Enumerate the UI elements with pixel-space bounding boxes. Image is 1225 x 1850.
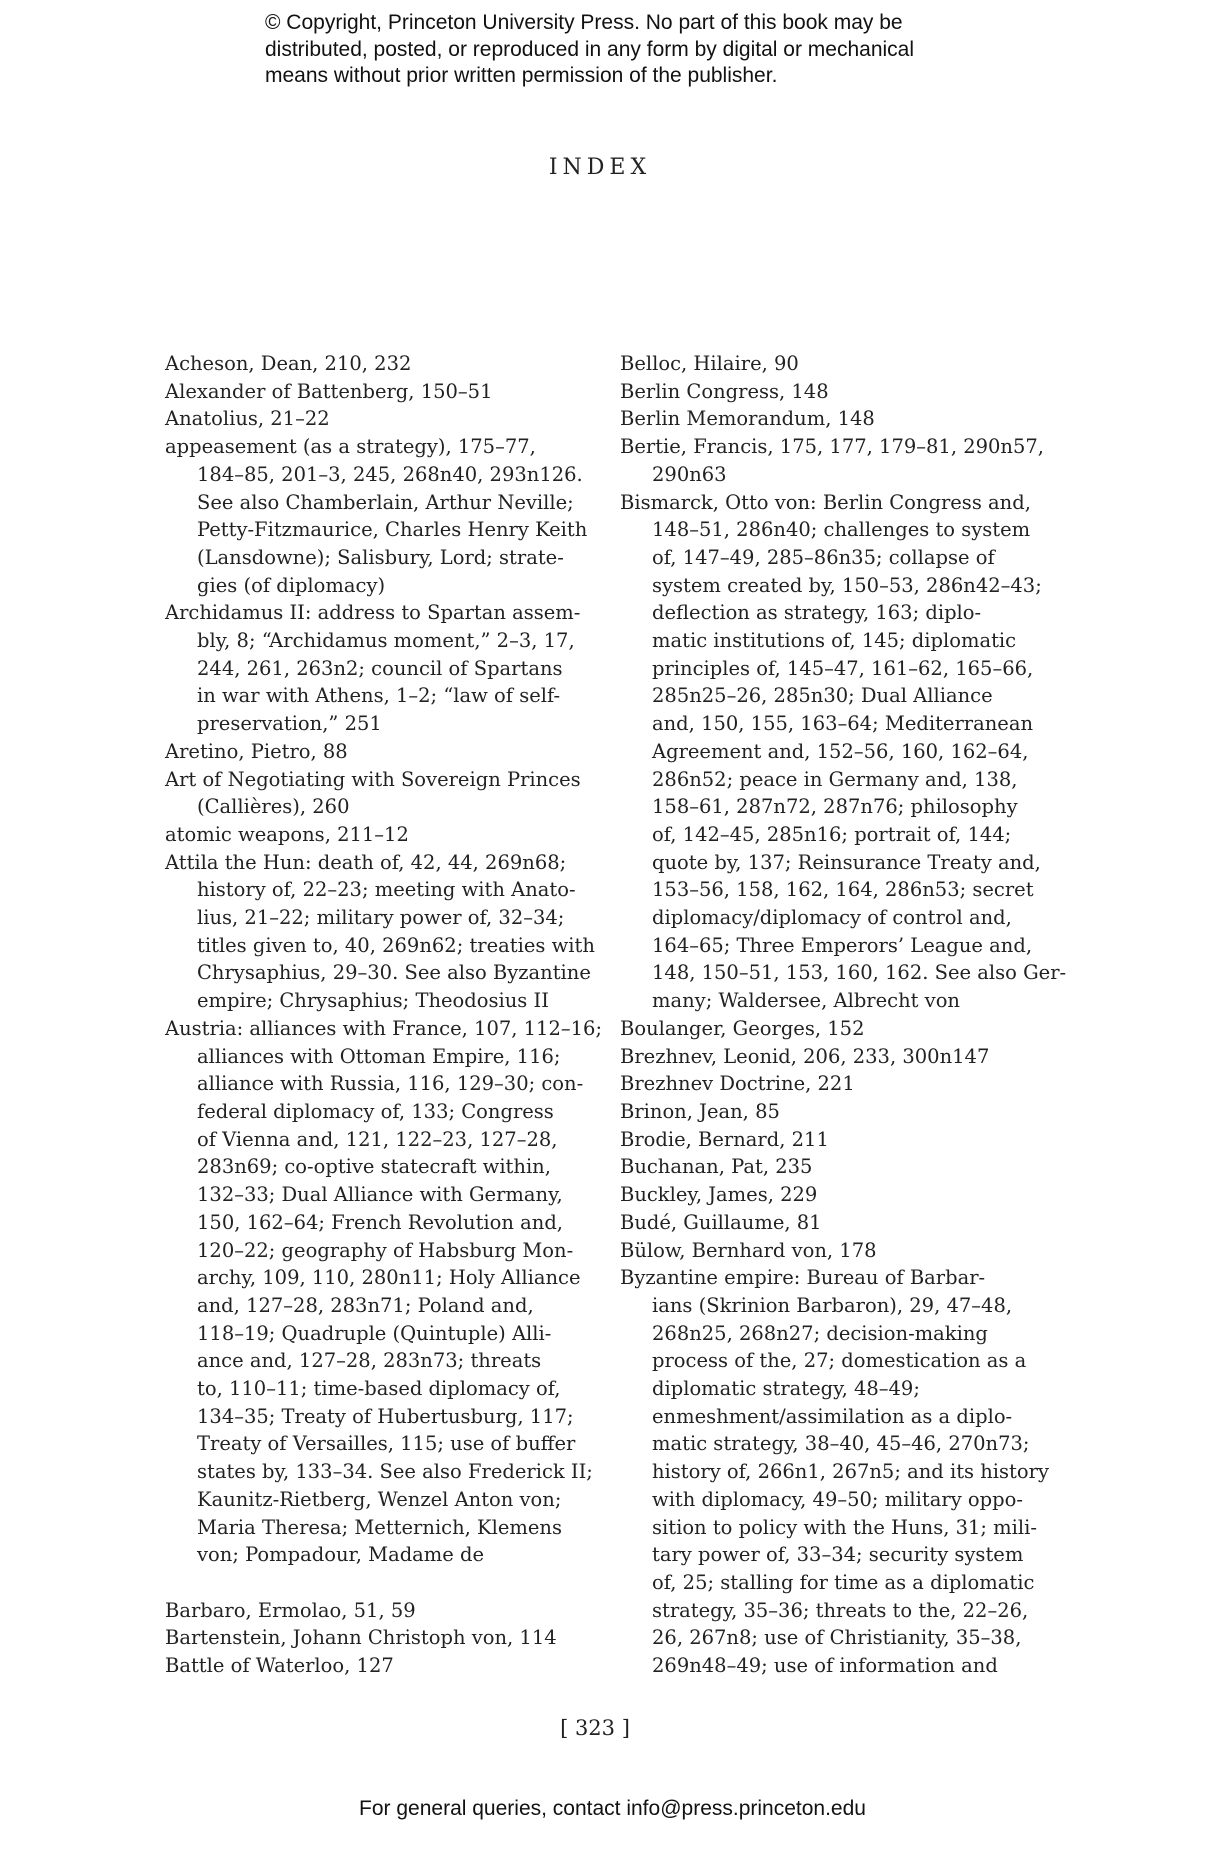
index-entry-line: Alexander of Battenberg, 150–51: [165, 379, 493, 403]
index-entry-line: Brezhnev, Leonid, 206, 233, 300n147: [620, 1044, 990, 1068]
index-entry-line: Boulanger, Georges, 152: [620, 1016, 865, 1040]
index-entry-line: Brinon, Jean, 85: [620, 1099, 780, 1123]
index-entry-line: 158–61, 287n72, 287n76; philosophy: [652, 795, 1018, 819]
index-entry-line: 120–22; geography of Habsburg Mon-: [197, 1238, 574, 1262]
index-entry-line: Bülow, Bernhard von, 178: [620, 1238, 877, 1262]
index-entry-line: 184–85, 201–3, 245, 268n40, 293n126.: [197, 462, 583, 486]
index-entry-line: atomic weapons, 211–12: [165, 822, 409, 846]
index-entry-line: Buckley, James, 229: [620, 1183, 818, 1207]
copyright-line: © Copyright, Princeton University Press. No part of this book may be: [265, 11, 903, 34]
index-entry-line: (Callières), 260: [197, 795, 350, 819]
index-entry-line: Bertie, Francis, 175, 177, 179–81, 290n57,: [620, 435, 1045, 459]
index-entry-line: alliances with Ottoman Empire, 116;: [197, 1044, 561, 1068]
index-entry-line: Belloc, Hilaire, 90: [620, 352, 799, 375]
index-entry-line: 148–51, 286n40; challenges to system: [652, 518, 1031, 542]
index-entry-line: 148, 150–51, 153, 160, 162. See also Ger-: [652, 961, 1067, 985]
index-entry-line: Byzantine empire: Bureau of Barbar-: [620, 1266, 986, 1290]
index-entry-line: Bismarck, Otto von: Berlin Congress and,: [620, 490, 1031, 514]
index-entry-line: Petty-Fitzmaurice, Charles Henry Keith: [197, 518, 588, 542]
index-entry-line: diplomacy/diplomacy of control and,: [652, 906, 1012, 930]
index-entry-line: 132–33; Dual Alliance with Germany,: [197, 1183, 563, 1207]
index-entry-line: Brodie, Bernard, 211: [620, 1127, 829, 1151]
copyright-line: means without prior written permission of the publisher.: [265, 64, 778, 87]
index-entry-line: Acheson, Dean, 210, 232: [165, 352, 412, 375]
index-entry-line: titles given to, 40, 269n62; treaties with: [197, 933, 595, 957]
index-entry-line: matic institutions of, 145; diplomatic: [652, 629, 1017, 653]
copyright-notice: [265, 10, 1025, 90]
index-entry-line: matic strategy, 38–40, 45–46, 270n73;: [652, 1432, 1030, 1456]
index-entry-line: 134–35; Treaty of Hubertusburg, 117;: [197, 1404, 574, 1428]
index-entry-line: archy, 109, 110, 280n11; Holy Alliance: [197, 1266, 581, 1290]
index-entry-line: diplomatic strategy, 48–49;: [652, 1377, 920, 1401]
index-entry-line: (Lansdowne); Salisbury, Lord; strate-: [197, 545, 564, 569]
copyright-line: distributed, posted, or reproduced in any form by digital or mechanical: [265, 37, 915, 61]
index-entry-line: in war with Athens, 1–2; “law of self-: [197, 684, 561, 708]
page-number: [ 323 ]: [560, 1716, 630, 1740]
index-entry-line: tary power of, 33–34; security system: [652, 1543, 1024, 1567]
index-entry-line: history of, 266n1, 267n5; and its history: [652, 1460, 1049, 1484]
index-entry-line: deflection as strategy, 163; diplo-: [652, 601, 982, 625]
index-entry-line: 164–65; Three Emperors’ League and,: [652, 933, 1033, 957]
index-entry-line: appeasement (as a strategy), 175–77,: [165, 435, 536, 459]
index-entry-line: lius, 21–22; military power of, 32–34;: [197, 906, 565, 930]
index-entry-line: system created by, 150–53, 286n42–43;: [652, 573, 1042, 597]
index-entry-line: Aretino, Pietro, 88: [165, 739, 348, 763]
index-entry-line: Treaty of Versailles, 115; use of buffer: [197, 1432, 576, 1456]
index-entry-line: Budé, Guillaume, 81: [620, 1210, 822, 1234]
index-entry-line: of, 142–45, 285n16; portrait of, 144;: [652, 822, 1012, 846]
index-entry-line: sition to policy with the Huns, 31; mili-: [652, 1515, 1037, 1539]
index-entry-line: preservation,” 251: [197, 712, 382, 736]
index-entry-line: Maria Theresa; Metternich, Klemens: [197, 1515, 562, 1539]
index-entry-line: with diplomacy, 49–50; military oppo-: [652, 1487, 1023, 1511]
index-entry-line: 285n25–26, 285n30; Dual Alliance: [652, 684, 993, 708]
page-title: INDEX: [548, 155, 652, 180]
index-entry-line: Austria: alliances with France, 107, 112–16;: [165, 1016, 603, 1040]
index-entry-line: 283n69; co-optive statecraft within,: [197, 1155, 551, 1179]
index-entry-line: quote by, 137; Reinsurance Treaty and,: [652, 850, 1041, 874]
index-entry-line: of, 25; stalling for time as a diplomatic: [652, 1570, 1035, 1594]
index-entry-line: Anatolius, 21–22: [165, 407, 330, 431]
index-entry-line: Berlin Memorandum, 148: [620, 407, 875, 431]
index-entry-line: Archidamus II: address to Spartan assem-: [165, 601, 581, 625]
index-entry-line: 150, 162–64; French Revolution and,: [197, 1210, 564, 1234]
index-entry-line: many; Waldersee, Albrecht von: [652, 989, 960, 1013]
index-entry-line: 269n48–49; use of information and: [652, 1654, 998, 1678]
index-entry-line: Art of Negotiating with Sovereign Princes: [165, 767, 581, 791]
index-entry-line: bly, 8; “Archidamus moment,” 2–3, 17,: [197, 629, 575, 653]
index-entry-line: Kaunitz-Rietberg, Wenzel Anton von;: [197, 1487, 562, 1511]
entry-gap: [165, 1569, 585, 1597]
index-entry-line: Battle of Waterloo, 127: [165, 1654, 394, 1678]
index-entry-line: and, 150, 155, 163–64; Mediterranean: [652, 712, 1034, 736]
index-column-left: [165, 350, 603, 1680]
index-entry-line: Agreement and, 152–56, 160, 162–64,: [652, 739, 1029, 763]
index-entry-line: ians (Skrinion Barbaron), 29, 47–48,: [652, 1293, 1013, 1317]
index-entry-line: empire; Chrysaphius; Theodosius II: [197, 989, 549, 1013]
index-entry-line: and, 127–28, 283n71; Poland and,: [197, 1293, 534, 1317]
index-entry-line: Bartenstein, Johann Christoph von, 114: [165, 1626, 557, 1650]
index-entry-line: Attila the Hun: death of, 42, 44, 269n68;: [165, 850, 567, 874]
index-entry-line: principles of, 145–47, 161–62, 165–66,: [652, 656, 1034, 680]
index-entry-line: Brezhnev Doctrine, 221: [620, 1072, 855, 1096]
index-entry-line: states by, 133–34. See also Frederick II;: [197, 1460, 593, 1484]
index-entry-line: strategy, 35–36; threats to the, 22–26,: [652, 1598, 1029, 1622]
index-entry-line: federal diplomacy of, 133; Congress: [197, 1099, 554, 1123]
index-entry-line: Buchanan, Pat, 235: [620, 1155, 813, 1179]
index-entry-line: ance and, 127–28, 283n73; threats: [197, 1349, 542, 1373]
index-entry-line: process of the, 27; domestication as a: [652, 1349, 1027, 1373]
index-entry-line: of, 147–49, 285–86n35; collapse of: [652, 545, 995, 569]
index-entry-line: 153–56, 158, 162, 164, 286n53; secret: [652, 878, 1034, 902]
index-entry-line: von; Pompadour, Madame de: [197, 1543, 485, 1567]
footer-contact: For general queries, contact info@press.princeton.edu: [359, 1797, 866, 1820]
index-entry-line: 244, 261, 263n2; council of Spartans: [197, 656, 563, 680]
index-entry-line: of Vienna and, 121, 122–23, 127–28,: [197, 1127, 558, 1151]
index-entry-line: See also Chamberlain, Arthur Neville;: [197, 490, 574, 514]
index-entry-line: 268n25, 268n27; decision-making: [652, 1321, 988, 1345]
index-entry-line: Berlin Congress, 148: [620, 379, 829, 403]
index-entry-line: gies (of diplomacy): [197, 573, 386, 597]
index-entry-line: Barbaro, Ermolao, 51, 59: [165, 1598, 416, 1622]
index-column-right: [620, 350, 1067, 1680]
index-entry-line: history of, 22–23; meeting with Anato-: [197, 878, 576, 902]
index-entry-line: 286n52; peace in Germany and, 138,: [652, 767, 1018, 791]
index-entry-line: 26, 267n8; use of Christianity, 35–38,: [652, 1626, 1022, 1650]
index-entry-line: 118–19; Quadruple (Quintuple) Alli-: [197, 1321, 552, 1345]
index-entry-line: Chrysaphius, 29–30. See also Byzantine: [197, 961, 591, 985]
index-entry-line: to, 110–11; time-based diplomacy of,: [197, 1377, 561, 1401]
index-entry-line: alliance with Russia, 116, 129–30; con-: [197, 1072, 584, 1096]
index-entry-line: 290n63: [652, 462, 727, 486]
index-entry-line: enmeshment/assimilation as a diplo-: [652, 1404, 1013, 1428]
